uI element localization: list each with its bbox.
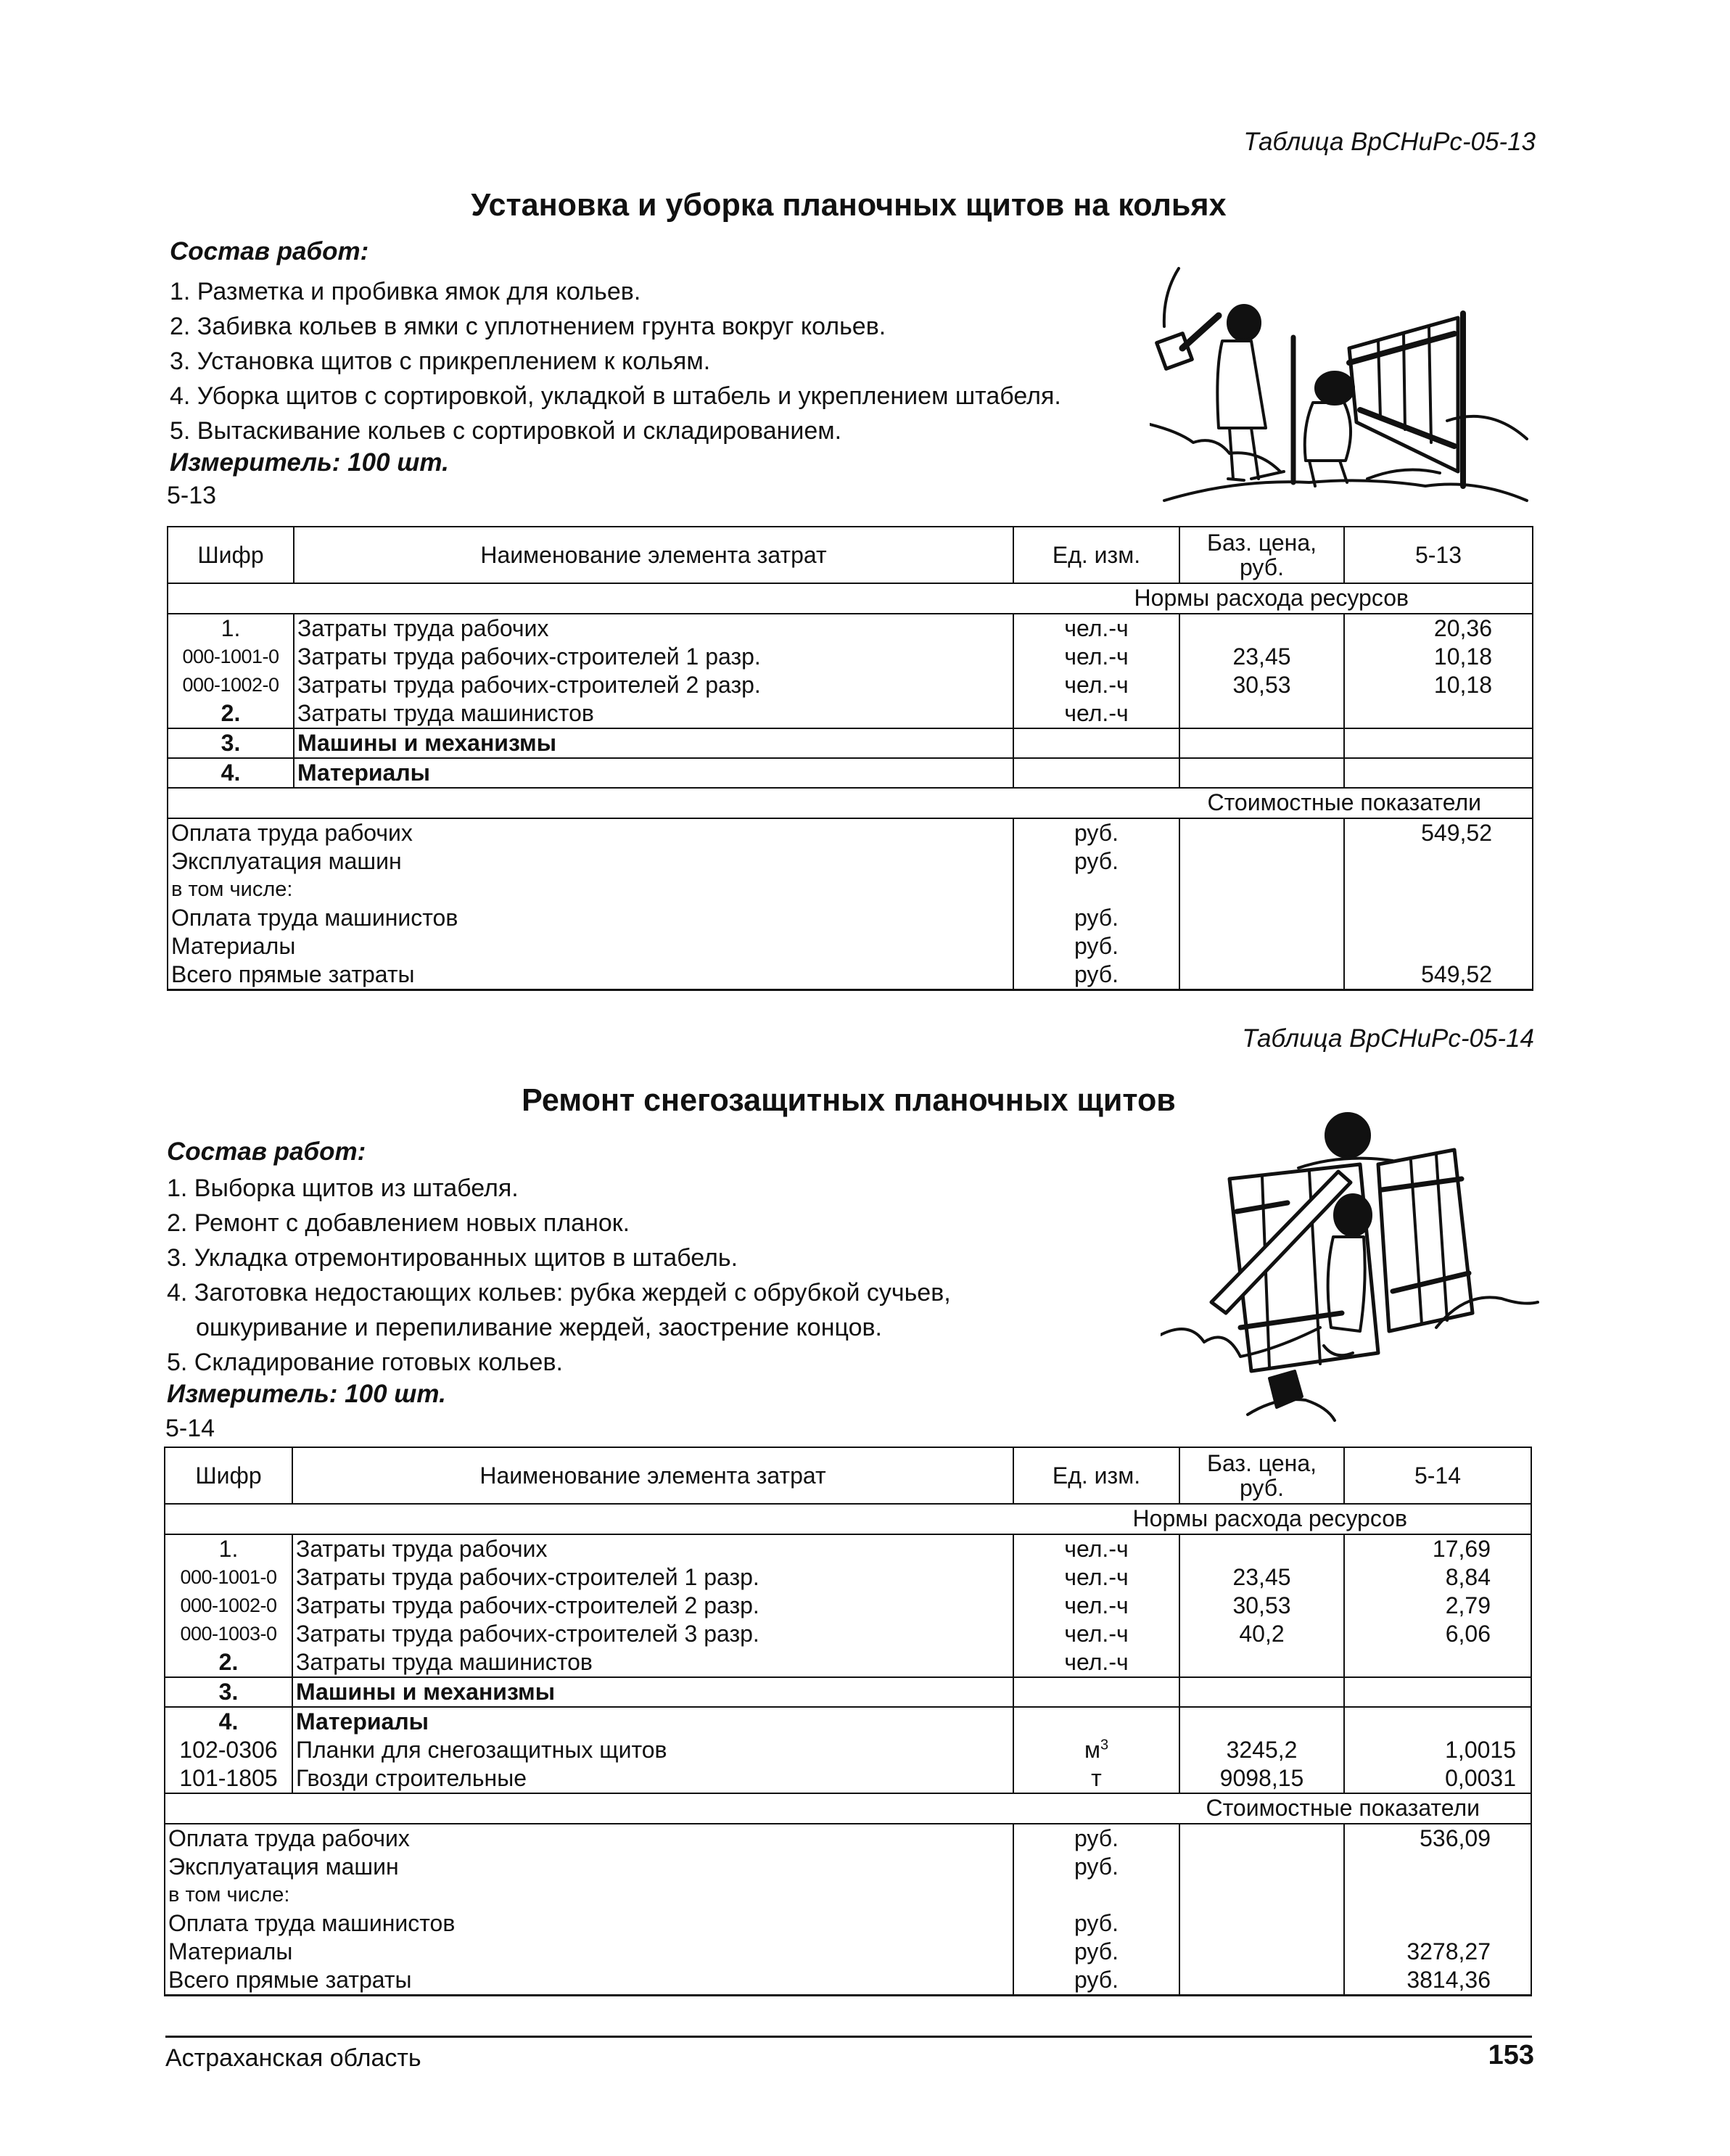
row-price: 23,45 (1179, 643, 1344, 671)
unit-text: м (1084, 1737, 1100, 1763)
cost-name: Материалы (168, 932, 1013, 960)
cost-unit: руб. (1013, 904, 1179, 932)
workers-repairing-fence-panel-illustration (1161, 1110, 1567, 1422)
cost-band-label: Стоимостные показатели (165, 1793, 1531, 1824)
norms-band-row (165, 1504, 1531, 1534)
row-price: 9098,15 (1179, 1764, 1344, 1793)
cost-price (1179, 904, 1344, 932)
footer-divider (165, 2036, 1532, 2038)
col-header-unit: Ед. изм. (1013, 527, 1179, 583)
row-unit: чел.-ч (1013, 643, 1179, 671)
row-unit (1013, 1677, 1179, 1707)
cost-name: Эксплуатация машин (165, 1853, 1013, 1881)
cost-row (165, 1909, 1531, 1938)
cost-unit: руб. (1013, 1853, 1179, 1881)
table-id-05-13: Таблица ВрСНиРс-05-13 (1243, 128, 1536, 156)
col-header-price: Баз. цена, руб. (1179, 1447, 1344, 1504)
row-name: Затраты труда рабочих-строителей 1 разр. (294, 643, 1013, 671)
cost-price (1179, 1853, 1344, 1881)
work-item: 2. Ремонт с добавлением новых планок. (167, 1209, 630, 1237)
row-value: 1,0015 (1344, 1736, 1531, 1764)
row-code: 000-1003-0 (165, 1620, 292, 1648)
work-item: 4. Уборка щитов с сортировкой, укладкой в штабель и укреплением штабеля. (170, 382, 1061, 410)
row-price (1179, 1707, 1344, 1736)
section-title-05-13: Установка и уборка планочных щитов на кольях (471, 187, 1227, 223)
row-price (1179, 699, 1344, 728)
row-unit: чел.-ч (1013, 1534, 1179, 1563)
cost-name: в том числе: (165, 1881, 1013, 1909)
row-name: Затраты труда машинистов (294, 699, 1013, 728)
cost-value (1344, 1909, 1531, 1938)
row-unit: чел.-ч (1013, 671, 1179, 699)
cost-row-total (168, 960, 1533, 990)
cost-value (1344, 876, 1533, 904)
cost-price (1179, 847, 1344, 876)
row-code: 3. (168, 728, 294, 758)
work-item: 3. Укладка отремонтированных щитов в штабель. (167, 1244, 738, 1272)
row-name: Материалы (292, 1707, 1013, 1736)
cost-name: Оплата труда машинистов (165, 1909, 1013, 1938)
col-header-name: Наименование элемента затрат (292, 1447, 1013, 1504)
row-code: 2. (165, 1648, 292, 1677)
section-title-05-14: Ремонт снегозащитных планочных щитов (522, 1082, 1176, 1118)
row-code: 101-1805 (165, 1764, 292, 1793)
row-price: 40,2 (1179, 1620, 1344, 1648)
cost-price (1179, 932, 1344, 960)
row-price (1179, 1648, 1344, 1677)
cost-row (165, 1881, 1531, 1909)
cost-unit (1013, 1881, 1179, 1909)
row-unit: чел.-ч (1013, 699, 1179, 728)
work-item-continuation: ошкуривание и перепиливание жердей, заострение концов. (196, 1314, 882, 1341)
cost-value (1344, 847, 1533, 876)
row-price (1179, 728, 1344, 758)
row-code: 000-1001-0 (165, 1563, 292, 1592)
row-code: 000-1001-0 (168, 643, 294, 671)
work-item: 5. Складирование готовых кольев. (167, 1349, 563, 1376)
table-id-05-14: Таблица ВрСНиРс-05-14 (1242, 1024, 1534, 1053)
norms-band-label: Нормы расхода ресурсов (165, 1504, 1531, 1534)
work-item: 4. Заготовка недостающих кольев: рубка жердей с обрубкой сучьев, (167, 1279, 951, 1307)
cost-value (1344, 1881, 1531, 1909)
cost-price (1179, 1938, 1344, 1966)
work-item: 1. Разметка и пробивка ямок для кольев. (170, 278, 641, 305)
cost-row (168, 818, 1533, 847)
col-header-name: Наименование элемента затрат (294, 527, 1013, 583)
machines-row (165, 1677, 1531, 1707)
cost-price (1179, 960, 1344, 990)
cost-value: 3814,36 (1344, 1966, 1531, 1996)
row-price (1179, 758, 1344, 788)
row-code: 1. (165, 1534, 292, 1563)
table-row (168, 671, 1533, 699)
row-code: 4. (165, 1707, 292, 1736)
cost-price (1179, 1881, 1344, 1909)
cost-row (165, 1938, 1531, 1966)
cost-row (168, 932, 1533, 960)
row-value: 2,79 (1344, 1592, 1531, 1620)
row-value: 10,18 (1344, 643, 1533, 671)
row-name: Машины и механизмы (294, 728, 1013, 758)
cost-unit: руб. (1013, 1938, 1179, 1966)
row-name: Затраты труда рабочих-строителей 2 разр. (294, 671, 1013, 699)
work-composition-label: Состав работ: (167, 1137, 366, 1166)
page-number: 153 (1488, 2040, 1534, 2070)
row-unit: чел.-ч (1013, 1592, 1179, 1620)
row-value (1344, 1707, 1531, 1736)
row-price (1179, 1677, 1344, 1707)
cost-value: 3278,27 (1344, 1938, 1531, 1966)
norms-table-05-13 (167, 526, 1533, 991)
cost-row (165, 1853, 1531, 1881)
row-value (1344, 758, 1533, 788)
row-value (1344, 1648, 1531, 1677)
cost-value: 536,09 (1344, 1824, 1531, 1853)
row-code: 000-1002-0 (165, 1592, 292, 1620)
cost-name: Оплата труда рабочих (165, 1824, 1013, 1853)
cost-value (1344, 904, 1533, 932)
row-name: Затраты труда рабочих-строителей 1 разр. (292, 1563, 1013, 1592)
row-code: 4. (168, 758, 294, 788)
row-code: 1. (168, 614, 294, 643)
norms-table-05-14 (164, 1447, 1532, 1996)
row-value: 10,18 (1344, 671, 1533, 699)
row-unit (1013, 728, 1179, 758)
cost-value (1344, 932, 1533, 960)
table-row (165, 1563, 1531, 1592)
row-name: Планки для снегозащитных щитов (292, 1736, 1013, 1764)
col-header-code: Шифр (165, 1447, 292, 1504)
work-item: 3. Установка щитов с прикреплением к кольям. (170, 347, 711, 375)
cost-price (1179, 1824, 1344, 1853)
norms-band-label: Нормы расхода ресурсов (168, 583, 1533, 614)
cost-value (1344, 1853, 1531, 1881)
col-header-code: Шифр (168, 527, 294, 583)
cost-price (1179, 1909, 1344, 1938)
row-name: Затраты труда рабочих-строителей 3 разр. (292, 1620, 1013, 1648)
row-code: 102-0306 (165, 1736, 292, 1764)
row-code: 000-1002-0 (168, 671, 294, 699)
col-header-norm: 5-13 (1344, 527, 1533, 583)
row-code: 2. (168, 699, 294, 728)
row-name: Машины и механизмы (292, 1677, 1013, 1707)
machines-row (168, 728, 1533, 758)
materials-row (165, 1707, 1531, 1736)
col-header-norm: 5-14 (1344, 1447, 1531, 1504)
table-row (168, 699, 1533, 728)
row-name: Затраты труда рабочих (292, 1534, 1013, 1563)
norm-code-label: 5-13 (167, 482, 217, 509)
cost-row (168, 847, 1533, 876)
row-value (1344, 1677, 1531, 1707)
cost-price (1179, 1966, 1344, 1996)
cost-row (168, 876, 1533, 904)
work-composition-label: Состав работ: (170, 237, 369, 266)
row-name: Материалы (294, 758, 1013, 788)
meter-label: Измеритель: 100 шт. (167, 1380, 446, 1408)
cost-name: в том числе: (168, 876, 1013, 904)
cost-price (1179, 818, 1344, 847)
cost-band-row (165, 1793, 1531, 1824)
material-row (165, 1736, 1531, 1764)
row-name: Гвозди строительные (292, 1764, 1013, 1793)
cost-name: Всего прямые затраты (165, 1966, 1013, 1996)
col-header-price: Баз. цена, руб. (1179, 527, 1344, 583)
cost-unit: руб. (1013, 847, 1179, 876)
cost-band-row (168, 788, 1533, 818)
row-value: 20,36 (1344, 614, 1533, 643)
cost-unit: руб. (1013, 1966, 1179, 1996)
cost-name: Эксплуатация машин (168, 847, 1013, 876)
row-code: 3. (165, 1677, 292, 1707)
cost-name: Оплата труда рабочих (168, 818, 1013, 847)
workers-installing-fence-panel-illustration (1150, 261, 1545, 511)
norms-band-row (168, 583, 1533, 614)
row-unit (1013, 758, 1179, 788)
norm-code-label: 5-14 (165, 1415, 215, 1442)
meter-label: Измеритель: 100 шт. (170, 448, 449, 477)
cost-name: Материалы (165, 1938, 1013, 1966)
table-row (165, 1534, 1531, 1563)
row-name: Затраты труда рабочих-строителей 2 разр. (292, 1592, 1013, 1620)
row-price: 23,45 (1179, 1563, 1344, 1592)
material-row (165, 1764, 1531, 1793)
row-price: 30,53 (1179, 1592, 1344, 1620)
cost-row-total (165, 1966, 1531, 1996)
table-header-row (165, 1447, 1531, 1504)
cost-unit: руб. (1013, 818, 1179, 847)
cost-price (1179, 876, 1344, 904)
cost-unit: руб. (1013, 960, 1179, 990)
row-unit: чел.-ч (1013, 1563, 1179, 1592)
row-name: Затраты труда рабочих (294, 614, 1013, 643)
row-value: 17,69 (1344, 1534, 1531, 1563)
row-value (1344, 699, 1533, 728)
cost-unit: руб. (1013, 1824, 1179, 1853)
row-value (1344, 728, 1533, 758)
cost-name: Оплата труда машинистов (168, 904, 1013, 932)
cost-row (165, 1824, 1531, 1853)
table-row (165, 1620, 1531, 1648)
work-list-05-13 (170, 274, 1061, 448)
cost-row (168, 904, 1533, 932)
work-item: 1. Выборка щитов из штабеля. (167, 1174, 519, 1202)
row-unit (1013, 1736, 1179, 1764)
row-unit: чел.-ч (1013, 1620, 1179, 1648)
table-header-row (168, 527, 1533, 583)
row-price: 3245,2 (1179, 1736, 1344, 1764)
cost-value: 549,52 (1344, 960, 1533, 990)
work-item: 2. Забивка кольев в ямки с уплотнением грунта вокруг кольев. (170, 313, 886, 340)
row-value: 0,0031 (1344, 1764, 1531, 1793)
row-price (1179, 1534, 1344, 1563)
cost-band-label: Стоимостные показатели (168, 788, 1533, 818)
row-name: Затраты труда машинистов (292, 1648, 1013, 1677)
row-unit: т (1013, 1764, 1179, 1793)
col-header-unit: Ед. изм. (1013, 1447, 1179, 1504)
cost-value: 549,52 (1344, 818, 1533, 847)
row-unit: чел.-ч (1013, 1648, 1179, 1677)
row-unit (1013, 1707, 1179, 1736)
row-price: 30,53 (1179, 671, 1344, 699)
work-list-05-14 (167, 1171, 951, 1380)
cost-unit: руб. (1013, 1909, 1179, 1938)
materials-row (168, 758, 1533, 788)
cost-name: Всего прямые затраты (168, 960, 1013, 990)
footer-region: Астраханская область (165, 2044, 421, 2072)
table-row (168, 614, 1533, 643)
table-row (165, 1592, 1531, 1620)
cost-unit (1013, 876, 1179, 904)
row-value: 6,06 (1344, 1620, 1531, 1648)
unit-exponent: 3 (1100, 1737, 1109, 1753)
row-price (1179, 614, 1344, 643)
table-row (168, 643, 1533, 671)
cost-unit: руб. (1013, 932, 1179, 960)
row-unit: чел.-ч (1013, 614, 1179, 643)
work-item: 5. Вытаскивание кольев с сортировкой и складированием. (170, 417, 842, 445)
row-value: 8,84 (1344, 1563, 1531, 1592)
table-row (165, 1648, 1531, 1677)
